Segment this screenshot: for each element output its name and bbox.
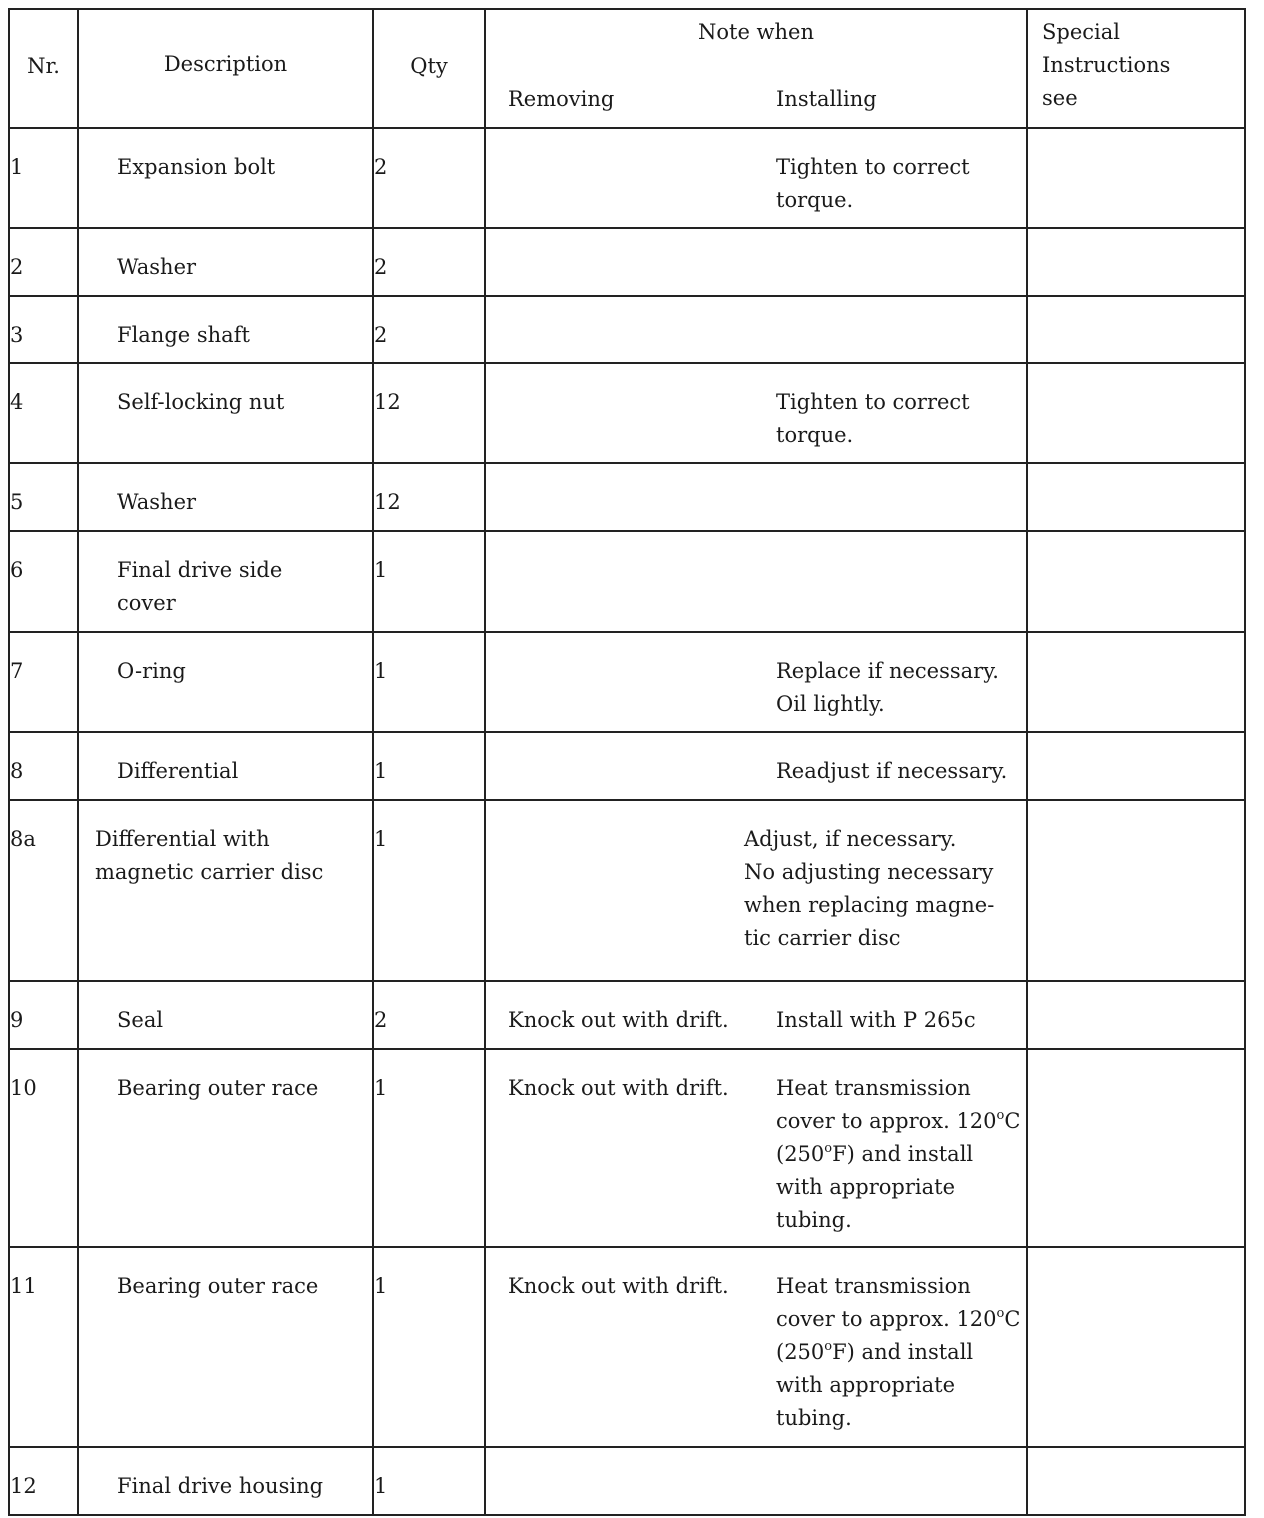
cell-note	[485, 296, 1027, 363]
table-row	[9, 1447, 1245, 1515]
cell-description	[78, 1247, 373, 1447]
installing-line: (250$^o$F) and install	[776, 1141, 974, 1166]
installing-line: Adjust, if necessary.	[744, 827, 957, 851]
cell-description	[78, 732, 373, 800]
note-installing	[776, 655, 999, 721]
description-line: Final drive side	[117, 558, 283, 582]
removing-line: Knock out with drift.	[508, 1008, 729, 1032]
cell-nr: 2	[9, 228, 78, 296]
removing-line: Knock out with drift.	[508, 1076, 729, 1100]
header-qty: Qty	[373, 9, 485, 128]
cell-description	[78, 228, 373, 296]
installing-line: Oil lightly.	[776, 692, 885, 716]
description-line: Self-locking nut	[117, 390, 285, 414]
cell-nr: 9	[9, 981, 78, 1049]
installing-line: Install with P 265c	[776, 1008, 976, 1032]
cell-special	[1027, 363, 1245, 463]
table-row	[9, 732, 1245, 800]
header-installing: Installing	[776, 87, 877, 111]
cell-note	[485, 1447, 1027, 1515]
cell-note	[485, 463, 1027, 531]
cell-nr: 10	[9, 1049, 78, 1247]
installing-line: Heat transmission	[776, 1274, 971, 1298]
description-line: Flange shaft	[117, 323, 250, 347]
cell-special	[1027, 800, 1245, 981]
description-line: Bearing outer race	[117, 1274, 319, 1298]
table-row	[9, 531, 1245, 632]
description-line: Seal	[117, 1008, 164, 1032]
cell-nr: 8	[9, 732, 78, 800]
cell-nr: 11	[9, 1247, 78, 1447]
cell-nr: 12	[9, 1447, 78, 1515]
cell-description	[78, 363, 373, 463]
cell-note	[485, 732, 1027, 800]
installing-line: with appropriate	[776, 1175, 956, 1199]
description-line: cover	[117, 591, 176, 615]
cell-special	[1027, 1049, 1245, 1247]
removing-line: Knock out with drift.	[508, 1274, 729, 1298]
cell-special	[1027, 1247, 1245, 1447]
cell-qty: 1	[373, 1049, 485, 1247]
note-installing	[776, 755, 1007, 788]
cell-note	[485, 981, 1027, 1049]
cell-qty: 1	[373, 800, 485, 981]
cell-special	[1027, 228, 1245, 296]
installing-line: with appropriate	[776, 1373, 956, 1397]
cell-description	[78, 531, 373, 632]
installing-line: Tighten to correct	[776, 390, 970, 414]
cell-qty: 1	[373, 732, 485, 800]
cell-note	[485, 1049, 1027, 1247]
cell-description	[78, 1447, 373, 1515]
header-special-line: Instructions	[1042, 53, 1171, 77]
installing-line: No adjusting necessary	[744, 860, 994, 884]
header-row	[9, 9, 1245, 128]
installing-line: tubing.	[776, 1208, 852, 1232]
table-row	[9, 1247, 1245, 1447]
cell-nr: 8a	[9, 800, 78, 981]
cell-description	[78, 800, 373, 981]
table-row	[9, 363, 1245, 463]
cell-qty: 2	[373, 128, 485, 228]
installing-line: Heat transmission	[776, 1076, 971, 1100]
note-installing	[776, 1072, 1020, 1237]
header-note-title: Note when	[697, 20, 814, 44]
installing-line: tubing.	[776, 1406, 852, 1430]
table-row	[9, 296, 1245, 363]
installing-line: when replacing magne-	[744, 893, 995, 917]
cell-qty: 1	[373, 632, 485, 732]
description-line: Bearing outer race	[117, 1076, 319, 1100]
cell-note	[485, 531, 1027, 632]
installing-line: Tighten to correct	[776, 155, 970, 179]
installing-line: Replace if necessary.	[776, 659, 999, 683]
cell-nr: 5	[9, 463, 78, 531]
header-special-line: see	[1042, 86, 1078, 110]
cell-description	[78, 128, 373, 228]
note-installing	[776, 1004, 976, 1037]
cell-description	[78, 296, 373, 363]
table-row	[9, 800, 1245, 981]
description-line: Differential with	[95, 827, 270, 851]
table-row	[9, 128, 1245, 228]
cell-nr: 1	[9, 128, 78, 228]
installing-line: Readjust if necessary.	[776, 759, 1008, 783]
cell-qty: 1	[373, 531, 485, 632]
description-line: Washer	[117, 490, 197, 514]
cell-note	[485, 363, 1027, 463]
cell-special	[1027, 463, 1245, 531]
cell-qty: 1	[373, 1447, 485, 1515]
cell-special	[1027, 1447, 1245, 1515]
table-row	[9, 632, 1245, 732]
cell-description	[78, 632, 373, 732]
header-description: Description	[78, 9, 373, 128]
header-removing: Removing	[508, 87, 615, 111]
cell-special	[1027, 128, 1245, 228]
description-line: Differential	[117, 759, 239, 783]
note-removing	[508, 1004, 729, 1037]
cell-special	[1027, 981, 1245, 1049]
cell-qty: 1	[373, 1247, 485, 1447]
cell-special	[1027, 732, 1245, 800]
table-row	[9, 981, 1245, 1049]
cell-note	[485, 228, 1027, 296]
note-installing	[776, 386, 970, 452]
cell-note	[485, 800, 1027, 981]
installing-line: (250$^o$F) and install	[776, 1339, 974, 1364]
cell-qty: 2	[373, 228, 485, 296]
installing-line: torque.	[776, 188, 854, 212]
table-row	[9, 1049, 1245, 1247]
header-note-when	[485, 9, 1027, 128]
cell-special	[1027, 296, 1245, 363]
cell-nr: 7	[9, 632, 78, 732]
table-row	[9, 228, 1245, 296]
cell-qty: 12	[373, 463, 485, 531]
description-line: Expansion bolt	[117, 155, 276, 179]
note-installing	[776, 1270, 1020, 1435]
cell-description	[78, 1049, 373, 1247]
cell-nr: 6	[9, 531, 78, 632]
cell-note	[485, 632, 1027, 732]
cell-qty: 2	[373, 296, 485, 363]
cell-qty: 2	[373, 981, 485, 1049]
note-removing	[508, 1072, 729, 1105]
header-special-line: Special	[1042, 20, 1120, 44]
header-special-instructions	[1027, 9, 1245, 128]
cell-description	[78, 981, 373, 1049]
parts-table	[8, 8, 1246, 1516]
cell-nr: 3	[9, 296, 78, 363]
header-nr: Nr.	[9, 9, 78, 128]
description-line: O-ring	[117, 659, 186, 683]
cell-nr: 4	[9, 363, 78, 463]
cell-note	[485, 1247, 1027, 1447]
cell-special	[1027, 531, 1245, 632]
description-line: Final drive housing	[117, 1474, 324, 1498]
installing-line: tic carrier disc	[744, 926, 901, 950]
table-row	[9, 463, 1245, 531]
cell-note	[485, 128, 1027, 228]
installing-line: cover to approx. 120$^o$C	[776, 1306, 1021, 1331]
description-line: Washer	[117, 255, 197, 279]
installing-line: torque.	[776, 423, 854, 447]
note-installing	[776, 151, 970, 217]
description-line: magnetic carrier disc	[95, 860, 324, 884]
note-installing	[744, 823, 994, 955]
cell-qty: 12	[373, 363, 485, 463]
installing-line: cover to approx. 120$^o$C	[776, 1108, 1021, 1133]
cell-description	[78, 463, 373, 531]
note-removing	[508, 1270, 729, 1303]
cell-special	[1027, 632, 1245, 732]
